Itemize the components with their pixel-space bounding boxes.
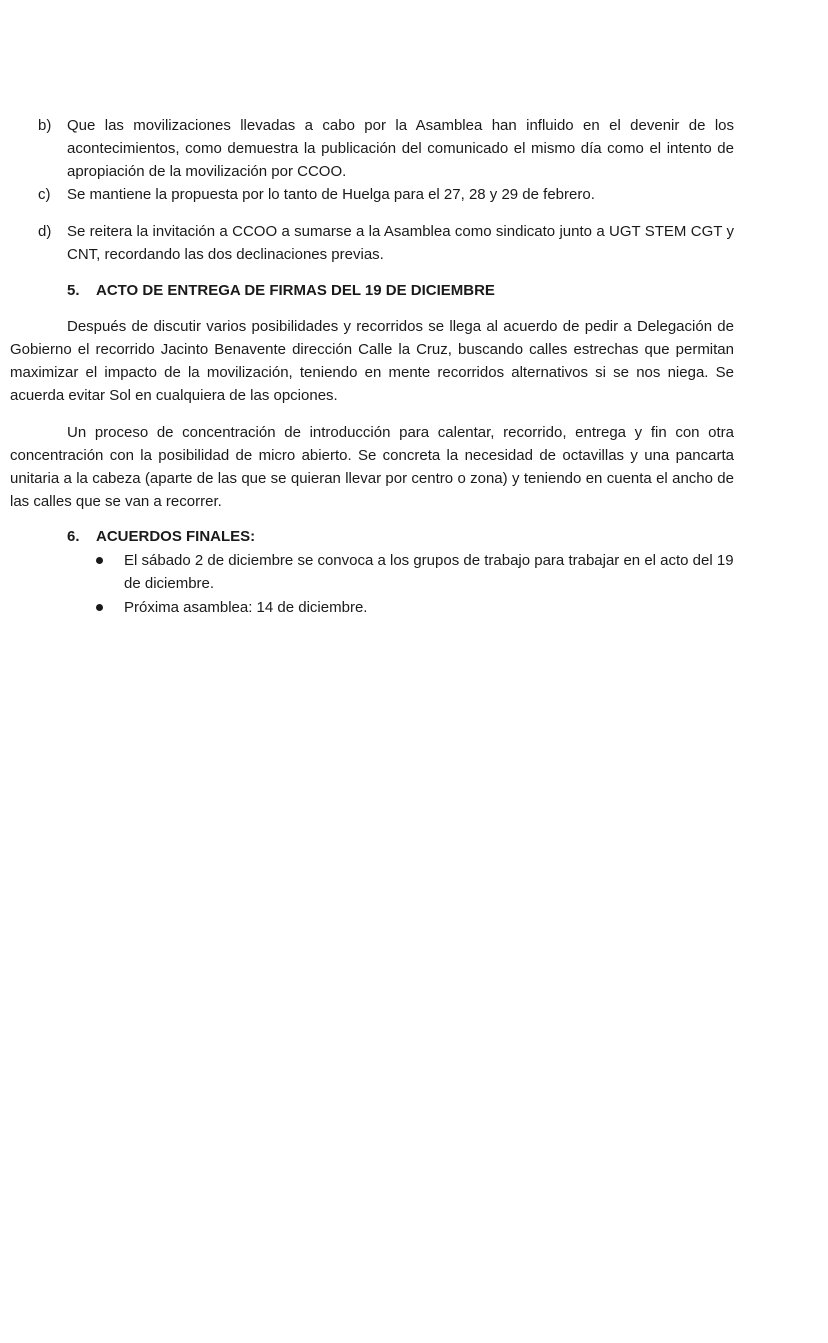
bullet-item: [96, 596, 734, 619]
list-item-d: [38, 220, 734, 266]
section-heading-5: [67, 279, 495, 302]
list-item-text: Se mantiene la propuesta por lo tanto de Huelga para el 27, 28 y 29 de febrero.: [67, 186, 595, 203]
bullet-item: [96, 549, 734, 595]
list-marker: d): [38, 223, 52, 240]
list-item-text: Que las movilizaciones llevadas a cabo por la Asamblea han influido en el devenir de los acontecimientos, como demuestra la publicación del comunicado el mismo día como el intento de apropiación de la movilización por CCOO.: [67, 117, 734, 180]
section-number: 6.: [67, 528, 80, 545]
paragraph: Un proceso de concentración de introducción para calentar, recorrido, entrega y fin con otra concentración con la posibilidad de micro abierto. Se concreta la necesidad de octavillas y una pancarta unitaria a la cabeza (aparte de las que se quieran llevar por centro o zona) y teniendo en cuenta el ancho de las calles que se van a recorrer.: [10, 424, 734, 510]
list-item-text: Se reitera la invitación a CCOO a sumarse a la Asamblea como sindicato junto a UGT STEM CGT y CNT, recordando las dos declinaciones previas.: [67, 223, 734, 263]
bullet-dot-icon: [96, 604, 103, 611]
section-title: ACUERDOS FINALES:: [96, 528, 256, 545]
paragraph: Después de discutir varios posibilidades y recorridos se llega al acuerdo de pedir a Delegación de Gobierno el recorrido Jacinto Benavente dirección Calle la Cruz, buscando calles estrechas que permitan maximizar el impacto de la movilización, teniendo en mente recorridos alternativos si se nos niega. Se acuerda evitar Sol en cualquiera de las opciones.: [10, 318, 734, 404]
bullet-dot-icon: [96, 557, 103, 564]
bullet-text: El sábado 2 de diciembre se convoca a los grupos de trabajo para trabajar en el acto del 19 de diciembre.: [124, 552, 734, 592]
list-marker: c): [38, 186, 51, 203]
section-title: ACTO DE ENTREGA DE FIRMAS DEL 19 DE DICIEMBRE: [96, 282, 495, 299]
list-marker: b): [38, 117, 52, 134]
list-item-b: [38, 114, 734, 183]
bullet-text: Próxima asamblea: 14 de diciembre.: [124, 599, 368, 616]
section-number: 5.: [67, 282, 80, 299]
list-item-c: [38, 183, 734, 206]
section-heading-6: [67, 525, 255, 548]
